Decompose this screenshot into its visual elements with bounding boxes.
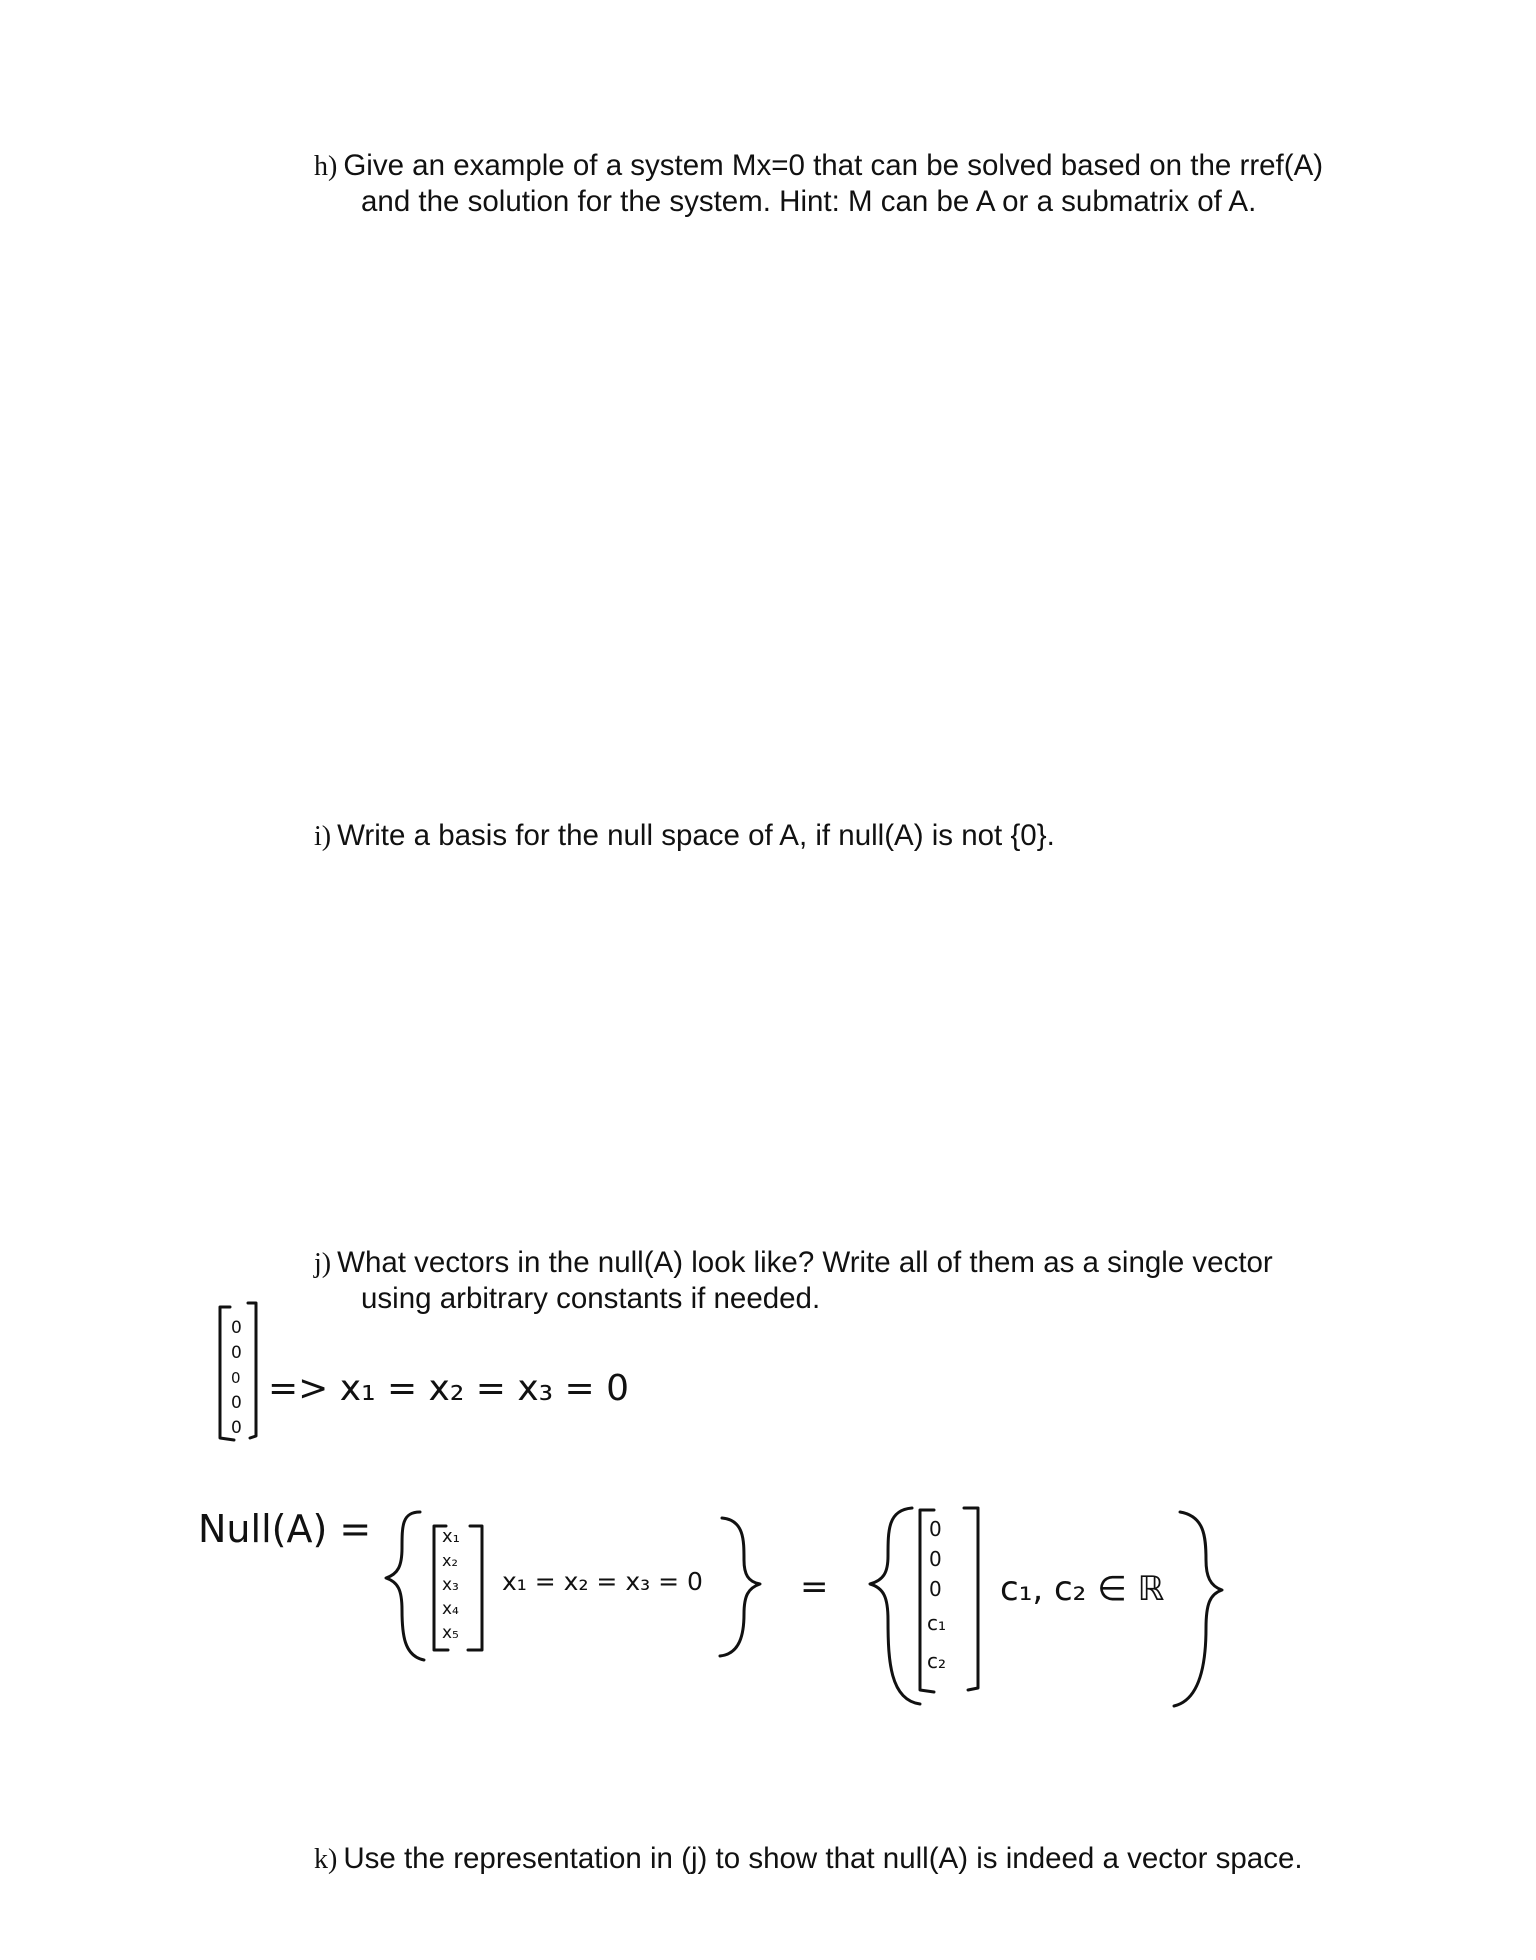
zero-vector-entry: 0 <box>231 1418 242 1438</box>
implication-text: => x₁ = x₂ = x₃ = 0 <box>268 1368 630 1409</box>
right-set-brace <box>720 1518 760 1656</box>
question-j-text-line1: What vectors in the null(A) look like? Write all of them as a single vector <box>337 1246 1273 1279</box>
null-label: Null(A) = <box>198 1507 372 1551</box>
variable-vector-entry: x₂ <box>442 1551 458 1570</box>
variable-vector-entry: x₁ <box>442 1526 460 1547</box>
question-h-label: h) <box>314 151 338 182</box>
question-h-text-line1: Give an example of a system Mx=0 that can be solved based on the rref(A) <box>343 149 1324 182</box>
variable-vector-entry: x₅ <box>442 1623 459 1643</box>
left-set-brace <box>386 1512 424 1660</box>
zero-vector-entry: 0 <box>231 1343 242 1363</box>
variable-vector-entry: x₃ <box>442 1575 459 1595</box>
solution-left-brace <box>870 1508 920 1704</box>
solution-right-brace <box>1174 1512 1222 1706</box>
zero-vector <box>220 1303 256 1440</box>
zero-vector-entry: 0 <box>231 1369 241 1387</box>
variable-vector-right-bracket <box>468 1526 482 1650</box>
condition-text: x₁ = x₂ = x₃ = 0 <box>502 1567 703 1596</box>
solution-vector-entry: 0 <box>929 1577 942 1601</box>
constants-text: c₁, c₂ ∈ ℝ <box>1000 1569 1165 1609</box>
solution-vector-entry: 0 <box>929 1547 942 1571</box>
question-k-label: k) <box>314 1844 338 1875</box>
solution-vector-right-bracket <box>964 1508 978 1690</box>
solution-vector-entry: 0 <box>929 1517 942 1541</box>
variable-vector-entry: x₄ <box>442 1599 459 1619</box>
solution-vector-entry: c₁ <box>927 1611 947 1635</box>
zero-vector-entry: 0 <box>231 1393 242 1413</box>
question-j-label: j) <box>314 1248 332 1279</box>
solution-vector-entry: c₂ <box>927 1649 947 1673</box>
question-j-text-line2: using arbitrary constants if needed. <box>361 1282 821 1315</box>
equals-sign: = <box>800 1567 829 1607</box>
zero-vector-right-bracket <box>248 1303 256 1438</box>
zero-vector-entry: 0 <box>231 1318 242 1338</box>
question-i-label: i) <box>314 821 332 852</box>
question-i-text-line1: Write a basis for the null space of A, if null(A) is not {0}. <box>337 819 1055 852</box>
question-k-text-line1: Use the representation in (j) to show that null(A) is indeed a vector space. <box>343 1842 1303 1875</box>
question-h-text-line2: and the solution for the system. Hint: M can be A or a submatrix of A. <box>361 185 1257 218</box>
